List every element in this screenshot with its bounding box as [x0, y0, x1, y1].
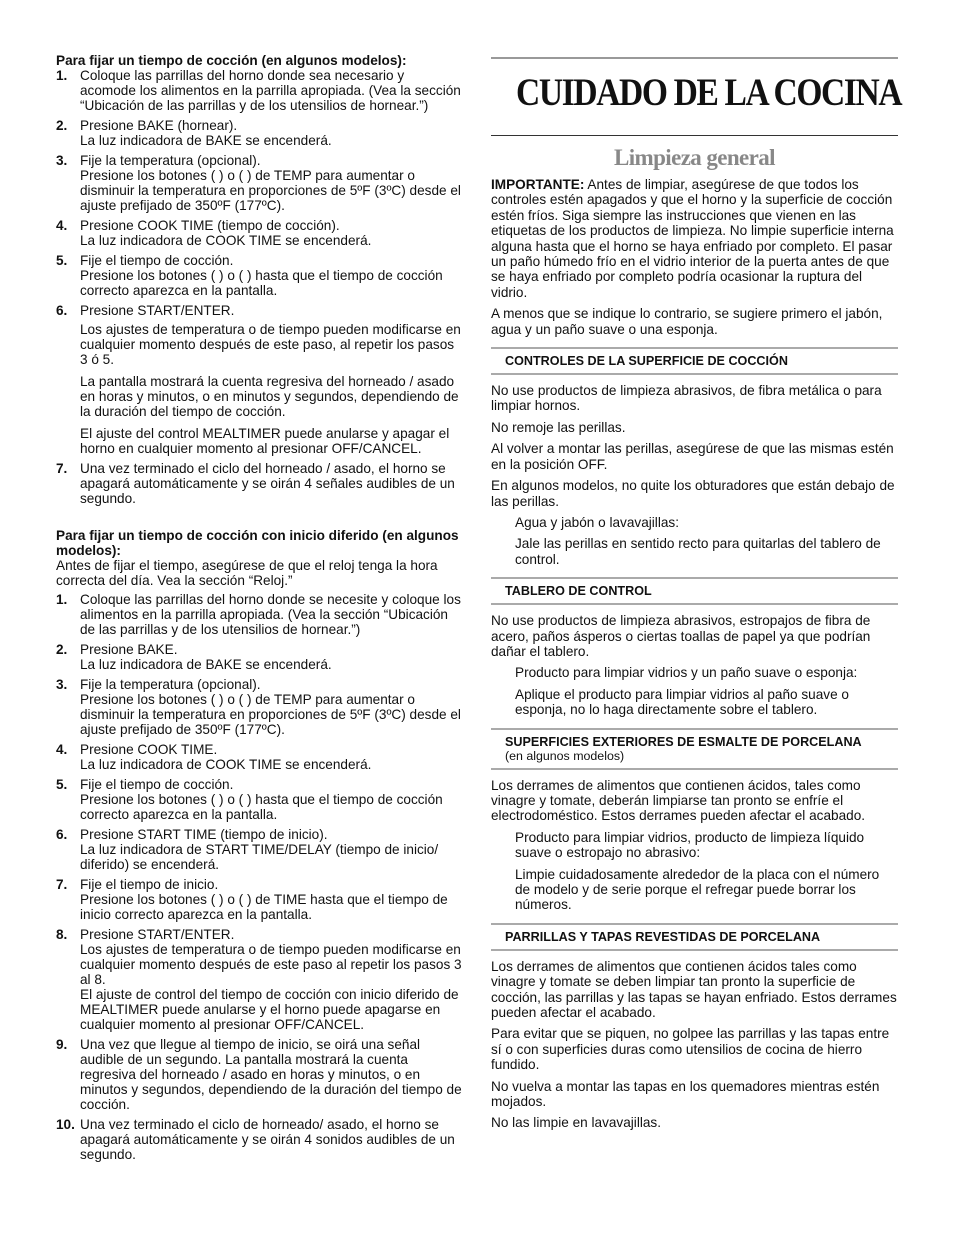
step-text: Presione COOK TIME. [80, 742, 218, 757]
care-paragraph: No las limpie en lavavajillas. [491, 1115, 661, 1131]
delayed-cook-time-section [56, 528, 462, 1162]
care-paragraph: No use productos de limpieza abrasivos, de fibra metálica o para limpiar hornos. [491, 383, 882, 414]
step-text: Presione los botones ( ) o ( ) de TEMP para aumentar o disminuir la temperatura en proporciones de 5ºF (3ºC) desde el ajuste prefijado de 350ºF (177ºC). [80, 692, 461, 737]
intro-paragraph: A menos que se indique lo contrario, se sugiere primero el jabón, agua y un paño suave o una esponja. [491, 306, 883, 337]
care-section-header [491, 728, 898, 770]
care-instruction: Jale las perillas en sentido recto para quitarlas del tablero de control. [515, 536, 881, 567]
step-number: 7. [56, 461, 68, 476]
important-text: Antes de limpiar, asegúrese de que todos los controles estén apagados y que el horno y la superficie de cocción estén fríos. Siga siempre las instrucciones que vienen en las etiquetas de los productos de limpieza. No limpie superficie interna alguna hasta que el horno se haya enfriado por completo. El pasar un paño húmedo frío en el vidrio interior de la puerta antes de que se haya enfriado por completo podría ocasionar la ruptura del vidrio. [491, 177, 894, 300]
care-paragraph: No vuelva a montar las tapas en los quemadores mientras estén mojados. [491, 1078, 880, 1110]
step-number: 4. [56, 218, 68, 233]
important-paragraph [491, 177, 898, 300]
care-section-title: TABLERO DE CONTROL [505, 584, 652, 599]
step-item [56, 303, 462, 456]
step-note: El ajuste del control MEALTIMER puede anularse y apagar el horno en cualquier momento al presionar OFF/CANCEL. [80, 426, 450, 456]
step-item [56, 927, 462, 1032]
care-section [491, 728, 898, 913]
right-column [491, 57, 902, 1137]
step-text: Presione los botones ( ) o ( ) de TEMP para aumentar o disminuir la temperatura en proporciones de 5ºF (3ºC) desde el ajuste prefijado de 350ºF (177ºC). [80, 168, 461, 213]
step-number: 7. [56, 877, 68, 892]
care-paragraph: No use productos de limpieza abrasivos, estropajos de fibra de acero, paños ásperos o ciertas toallas de papel ya que podrían dañar el tablero. [491, 613, 871, 659]
step-item [56, 253, 462, 298]
step-text: La luz indicadora de START TIME/DELAY (tiempo de inicio/ diferido) se encenderá. [80, 842, 439, 872]
steps-list [56, 592, 462, 1162]
care-section [491, 923, 898, 1131]
care-section-title: CONTROLES DE LA SUPERFICIE DE COCCIÓN [505, 354, 788, 369]
step-item [56, 118, 462, 148]
step-text: Una vez terminado el ciclo del horneado / asado, el horno se apagará automáticamente y se oirán 4 señales audibles de un segundo. [80, 461, 455, 506]
step-item [56, 877, 462, 922]
important-label: IMPORTANTE: [491, 177, 585, 192]
step-item [56, 677, 462, 737]
care-instruction: Producto para limpiar vidrios y un paño suave o esponja: [515, 665, 858, 681]
left-column [56, 53, 462, 1167]
care-paragraph: No remoje las perillas. [491, 419, 626, 435]
care-section-header [491, 923, 898, 951]
step-number: 3. [56, 677, 68, 692]
section-title: Para fijar un tiempo de cocción con inicio diferido (en algunos modelos): [56, 528, 459, 558]
step-text: La luz indicadora de BAKE se encenderá. [80, 657, 332, 672]
section-intro: Antes de fijar el tiempo, asegúrese de que el reloj tenga la hora correcta del día. Vea la sección “Reloj.” [56, 558, 438, 588]
title-rule [491, 135, 898, 136]
step-text: Presione START TIME (tiempo de inicio). [80, 827, 328, 842]
step-number: 5. [56, 777, 68, 792]
step-item [56, 777, 462, 822]
step-number: 9. [56, 1037, 68, 1052]
step-note: Los ajustes de temperatura o de tiempo pueden modificarse en cualquier momento después de este paso, al repetir los pasos 3 ó 5. [80, 322, 461, 367]
step-text: Presione los botones ( ) o ( ) de TIME hasta que el tiempo de inicio correcto aparezca en la pantalla. [80, 892, 448, 922]
care-instruction: Aplique el producto para limpiar vidrios al paño suave o esponja, no lo haga directamente sobre el tablero. [515, 686, 849, 718]
care-section-title: PARRILLAS Y TAPAS REVESTIDAS DE PORCELANA [505, 929, 821, 944]
step-text: La luz indicadora de COOK TIME se encenderá. [80, 757, 372, 772]
step-number: 5. [56, 253, 68, 268]
step-text: Presione START/ENTER. [80, 927, 235, 942]
step-text: Presione BAKE. [80, 642, 178, 657]
step-item [56, 1037, 462, 1112]
care-paragraph: Para evitar que se piquen, no golpee las parrillas y las tapas entre sí o con superficies duras como utensilios de cocina de hierro fundido. [491, 1026, 890, 1073]
step-text: Una vez que llegue al tiempo de inicio, se oirá una señal audible de un segundo. La pantalla mostrará la cuenta regresiva del horneado / asado en horas y minutos, o en minutos y segundos, dependiendo de la duración del tiempo de cocción. [80, 1037, 462, 1112]
step-text: El ajuste de control del tiempo de cocción con inicio diferido de MEALTIMER puede anularse y el horno puede apagarse en cualquier momento al presionar OFF/CANCEL. [80, 987, 459, 1032]
steps-list [56, 68, 462, 506]
page-title: CUIDADO DE LA COCINA [516, 71, 902, 114]
care-section-header [491, 577, 898, 605]
care-section-header [491, 347, 898, 375]
step-number: 1. [56, 592, 68, 607]
step-number: 1. [56, 68, 68, 83]
step-item [56, 68, 462, 113]
step-number: 10. [56, 1117, 75, 1132]
care-section [491, 347, 898, 567]
step-number: 6. [56, 303, 68, 318]
care-sections [491, 347, 898, 1131]
step-text: La luz indicadora de COOK TIME se encenderá. [80, 233, 372, 248]
step-item [56, 592, 462, 637]
step-text: La luz indicadora de BAKE se encenderá. [80, 133, 332, 148]
step-text: Los ajustes de temperatura o de tiempo pueden modificarse en cualquier momento después de este paso al repetir los pasos 3 al 8. [80, 942, 462, 987]
care-paragraph: Los derrames de alimentos que contienen ácidos, tales como vinagre y tomate, deberán limpiarse tan pronto se enfríe el electrodoméstico. Estos derrames pueden afectar el acabado. [491, 777, 866, 824]
care-instruction: Agua y jabón o lavavajillas: [515, 514, 679, 530]
step-item [56, 1117, 462, 1162]
care-section-title: SUPERFICIES EXTERIORES DE ESMALTE DE PORCELANA [505, 734, 862, 749]
care-instruction: Producto para limpiar vidrios, producto de limpieza líquido suave o estropajo no abrasivo: [515, 829, 865, 861]
step-number: 8. [56, 927, 68, 942]
care-section [491, 577, 898, 717]
step-item [56, 742, 462, 772]
step-item [56, 461, 462, 506]
step-item [56, 218, 462, 248]
step-note: La pantalla mostrará la cuenta regresiva del horneado / asado en horas y minutos, o en minutos y segundos, dependiendo de la duración del tiempo de cocción. [80, 374, 459, 419]
care-paragraph: En algunos modelos, no quite los obturadores que están debajo de las perillas. [491, 478, 895, 509]
step-text: Fije la temperatura (opcional). [80, 677, 261, 692]
step-item [56, 827, 462, 872]
step-text: Presione START/ENTER. [80, 303, 235, 318]
care-paragraph: Los derrames de alimentos que contienen ácidos tales como vinagre y tomate se deben limpiar tan pronto la superficie de cocción, las parrillas y las tapas se hayan enfriado. Estos derrames pueden afectar el acabado. [491, 958, 897, 1021]
step-item [56, 642, 462, 672]
cook-time-section [56, 53, 462, 506]
step-number: 3. [56, 153, 68, 168]
step-text: Coloque las parrillas del horno donde se necesite y coloque los alimentos en la parrilla apropiada. (Vea la sección “Ubicación de las parrillas y de los utensilios de hornear.”) [80, 592, 461, 637]
step-number: 4. [56, 742, 68, 757]
step-item [56, 153, 462, 213]
section-heading: Limpieza general [614, 145, 775, 170]
top-rule [491, 57, 898, 59]
step-text: Presione los botones ( ) o ( ) hasta que el tiempo de cocción correcto aparezca en la pantalla. [80, 792, 443, 822]
section-title: Para fijar un tiempo de cocción (en algunos modelos): [56, 53, 407, 68]
step-text: Presione COOK TIME (tiempo de cocción). [80, 218, 340, 233]
step-text: Presione los botones ( ) o ( ) hasta que el tiempo de cocción correcto aparezca en la pantalla. [80, 268, 443, 298]
step-text: Fije el tiempo de cocción. [80, 253, 234, 268]
step-text: Fije el tiempo de cocción. [80, 777, 234, 792]
step-number: 2. [56, 118, 68, 133]
step-text: Una vez terminado el ciclo de horneado/ asado, el horno se apagará automáticamente y se oirán 4 sonidos audibles de un segundo. [80, 1117, 455, 1162]
step-text: Fije la temperatura (opcional). [80, 153, 261, 168]
care-paragraph: Al volver a montar las perillas, asegúrese de que las mismas estén en la posición OFF. [491, 441, 894, 472]
care-instruction: Limpie cuidadosamente alrededor de la placa con el número de modelo y de serie porque el refregar puede borrar los números. [515, 866, 880, 913]
care-section-subtitle: (en algunos modelos) [505, 748, 625, 763]
step-text: Fije el tiempo de inicio. [80, 877, 219, 892]
step-number: 6. [56, 827, 68, 842]
step-number: 2. [56, 642, 68, 657]
step-text: Coloque las parrillas del horno donde sea necesario y acomode los alimentos en la parrilla apropiada. (Vea la sección “Ubicación de las parrillas y de los utensilios de hornear.”) [80, 68, 461, 113]
step-text: Presione BAKE (hornear). [80, 118, 238, 133]
